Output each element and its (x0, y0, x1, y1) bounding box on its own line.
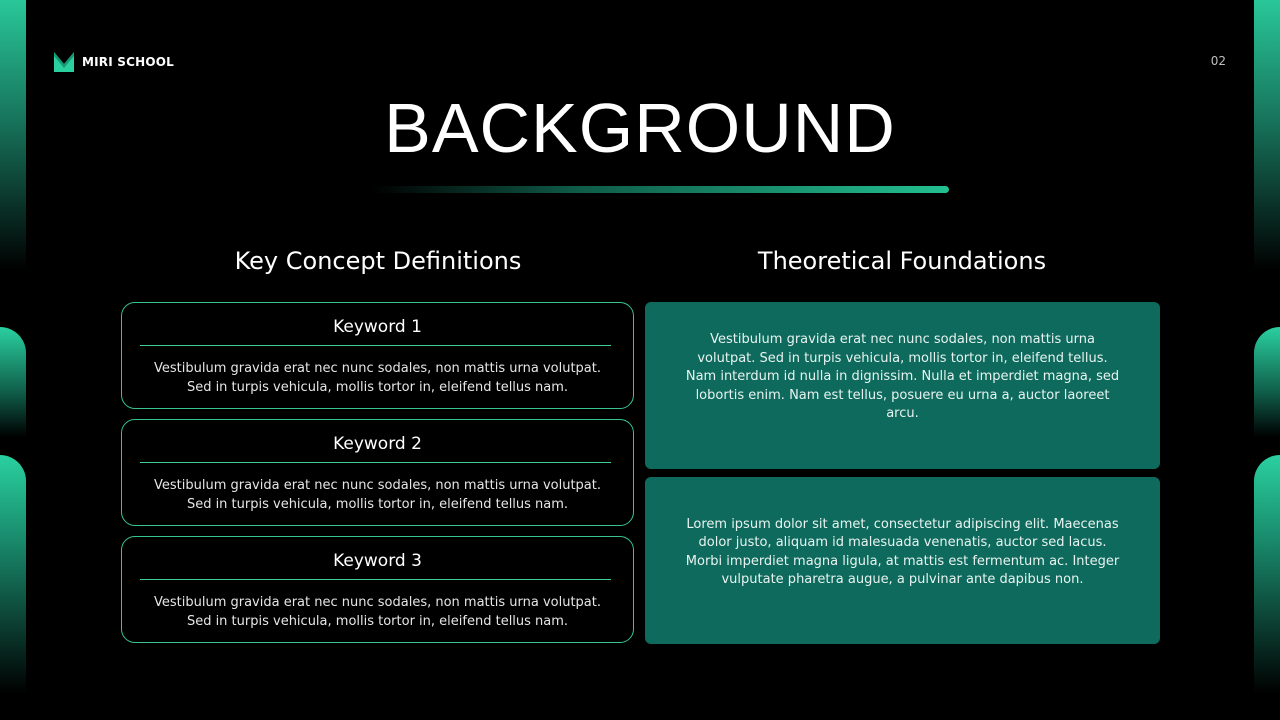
brand-logo (54, 52, 174, 72)
keyword-card (121, 536, 634, 643)
keyword-divider (140, 579, 611, 580)
keyword-description: Vestibulum gravida erat nec nunc sodales, non mattis urna volutpat. Sed in turpis vehicula, mollis tortor in, eleifend tellus nam. (153, 361, 601, 395)
foundation-card (645, 477, 1160, 644)
title-underline (372, 186, 949, 193)
right-column-heading: Theoretical Foundations (757, 247, 1047, 275)
brand-name: MIRI SCHOOL (82, 55, 175, 69)
keyword-card (121, 419, 634, 526)
miri-logo-icon (54, 52, 74, 72)
left-column-heading: Key Concept Definitions (234, 247, 522, 275)
foundation-card (645, 302, 1160, 469)
accent-bar-middle (0, 327, 26, 437)
keyword-title: Keyword 2 (333, 434, 422, 454)
keyword-title: Keyword 3 (333, 551, 422, 571)
accent-bar-bottom (1254, 455, 1280, 720)
slide-title: BACKGROUND (384, 89, 896, 167)
keyword-description: Vestibulum gravida erat nec nunc sodales, non mattis urna volutpat. Sed in turpis vehicula, mollis tortor in, eleifend tellus nam. (153, 478, 601, 512)
foundation-text: Vestibulum gravida erat nec nunc sodales, non mattis urna volutpat. Sed in turpis vehicula, mollis tortor in, eleifend tellus. Nam interdum id nulla in dignissim. Nulla et imperdiet magna, sed lobortis enim. Nam est tellus, posuere eu urna a, auctor laoreet arcu. (685, 332, 1120, 422)
keyword-card (121, 302, 634, 409)
keyword-divider (140, 462, 611, 463)
page-number: 02 (1210, 54, 1226, 68)
keyword-divider (140, 345, 611, 346)
keyword-title: Keyword 1 (333, 317, 422, 337)
accent-bar-bottom (0, 455, 26, 720)
accent-bar-middle (1254, 327, 1280, 437)
keyword-description: Vestibulum gravida erat nec nunc sodales, non mattis urna volutpat. Sed in turpis vehicula, mollis tortor in, eleifend tellus nam. (153, 595, 601, 629)
foundation-text: Lorem ipsum dolor sit amet, consectetur adipiscing elit. Maecenas dolor justo, aliquam id malesuada venenatis, auctor sed lacus. Morbi imperdiet magna ligula, at mattis est fermentum ac. Integer vulputate pharetra augue, a pulvinar ante dapibus non. (685, 516, 1120, 587)
